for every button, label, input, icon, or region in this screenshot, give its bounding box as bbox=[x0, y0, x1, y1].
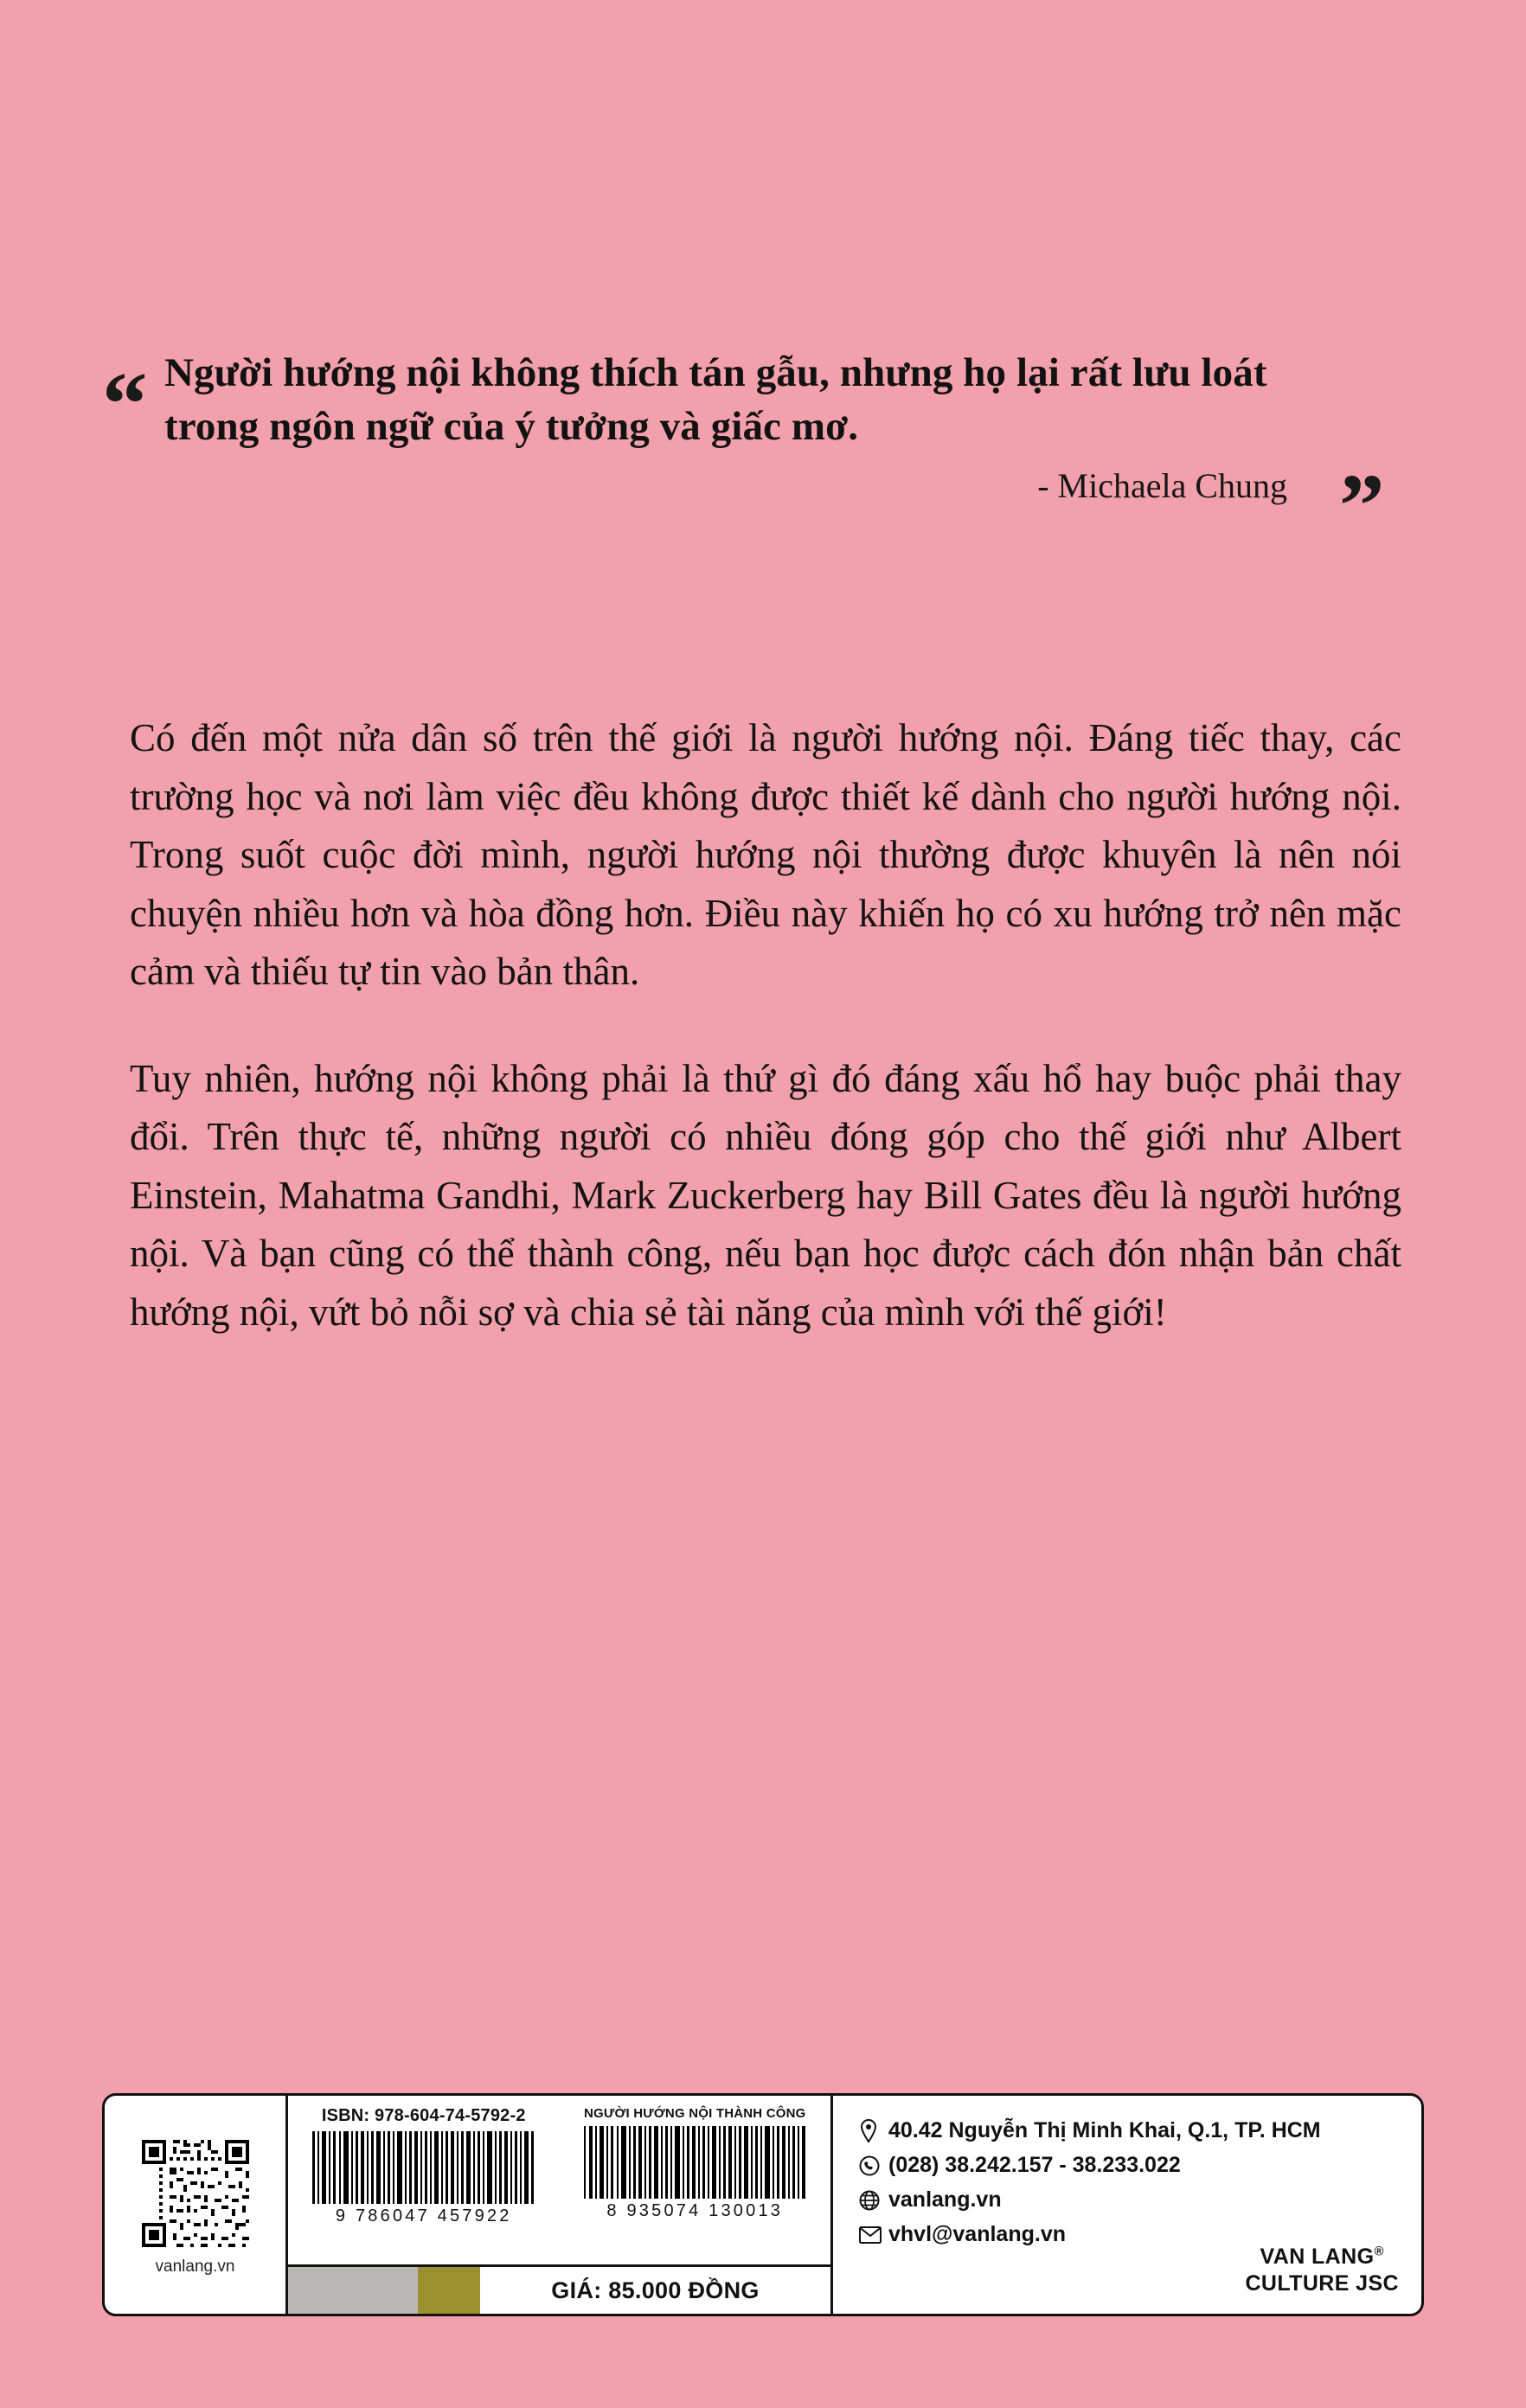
book-title-label: NGƯỜI HƯỚNG NỘI THÀNH CÔNG bbox=[583, 2106, 806, 2121]
qr-caption: vanlang.vn bbox=[155, 2258, 235, 2276]
isbn-label: ISBN: 978-604-74-5792-2 bbox=[321, 2106, 526, 2125]
qr-cell bbox=[105, 2096, 288, 2314]
contact-phone: (028) 38.242.157 - 38.233.022 bbox=[888, 2153, 1181, 2177]
phone-icon bbox=[859, 2155, 888, 2176]
paragraph: Có đến một nửa dân số trên thế giới là người hướng nội. Đáng tiếc thay, các trường học và nơi làm việc đều không được thiết kế dành cho người hướng nội. Trong suốt cuộc đời mình, người hướng nội thường được khuyên là nên nói chuyện nhiều hơn và hòa đồng hơn. Điều này khiến họ có xu hướng trở nên mặc cảm và thiếu tự tin vào bản thân. bbox=[130, 716, 1401, 993]
quote-close-mark: ” bbox=[1339, 455, 1385, 556]
publisher-footer-bar bbox=[102, 2093, 1424, 2316]
globe-icon bbox=[859, 2190, 888, 2211]
paragraph: Tuy nhiên, hướng nội không phải là thứ gì đó đáng xấu hổ hay buộc phải thay đổi. Trên thực tế, những người có nhiều đóng góp cho thế giới như Albert Einstein, Mahatma Gandhi, Mark Zuckerberg hay Bill Gates đều là người hướng nội. Và bạn cũng có thể thành công, nếu bạn học được cách đón nhận bản chất hướng nội, vứt bỏ nỗi sợ và chia sẻ tài năng của mình với thế giới! bbox=[130, 1056, 1401, 1334]
registered-mark: ® bbox=[1374, 2244, 1384, 2259]
contact-address-row bbox=[859, 2118, 1401, 2143]
publisher-logo bbox=[1245, 2244, 1399, 2296]
back-cover-blurb bbox=[130, 709, 1401, 1342]
isbn-barcode-icon bbox=[311, 2131, 537, 2204]
ean-digits: 8 935074 130013 bbox=[606, 2201, 784, 2220]
contact-email: vhvl@vanlang.vn bbox=[888, 2222, 1066, 2246]
location-pin-icon bbox=[859, 2119, 888, 2143]
contact-address: 40.42 Nguyễn Thị Minh Khai, Q.1, TP. HCM bbox=[888, 2118, 1321, 2142]
ean-barcode-group bbox=[560, 2096, 831, 2264]
ean-barcode-icon bbox=[581, 2126, 808, 2199]
barcode-cell bbox=[288, 2096, 833, 2314]
contact-website: vanlang.vn bbox=[888, 2187, 1002, 2212]
color-swatch-grey bbox=[288, 2267, 418, 2314]
quote-author: - Michaela Chung bbox=[1037, 466, 1287, 506]
contact-website-row[interactable] bbox=[859, 2187, 1401, 2213]
price-label: GIÁ: 85.000 ĐỒNG bbox=[480, 2267, 830, 2314]
quote-block bbox=[102, 346, 1426, 556]
brand-line-1: VAN LANG® bbox=[1260, 2244, 1384, 2269]
quote-open-mark: “ bbox=[102, 353, 148, 454]
envelope-icon bbox=[859, 2226, 888, 2244]
price-strip bbox=[288, 2264, 830, 2314]
color-swatch-olive bbox=[418, 2267, 480, 2314]
quote-text: Người hướng nội không thích tán gẫu, nhưng họ lại rất lưu loát trong ngôn ngữ của ý tưởng và giấc mơ. bbox=[164, 350, 1267, 450]
contact-phone-row bbox=[859, 2153, 1401, 2178]
qr-code-icon[interactable] bbox=[138, 2136, 253, 2251]
publisher-contact-cell bbox=[833, 2096, 1421, 2314]
isbn-barcode-group bbox=[288, 2096, 560, 2264]
brand-line-2: CULTURE JSC bbox=[1245, 2270, 1399, 2296]
isbn-digits: 9 786047 457922 bbox=[335, 2206, 512, 2225]
